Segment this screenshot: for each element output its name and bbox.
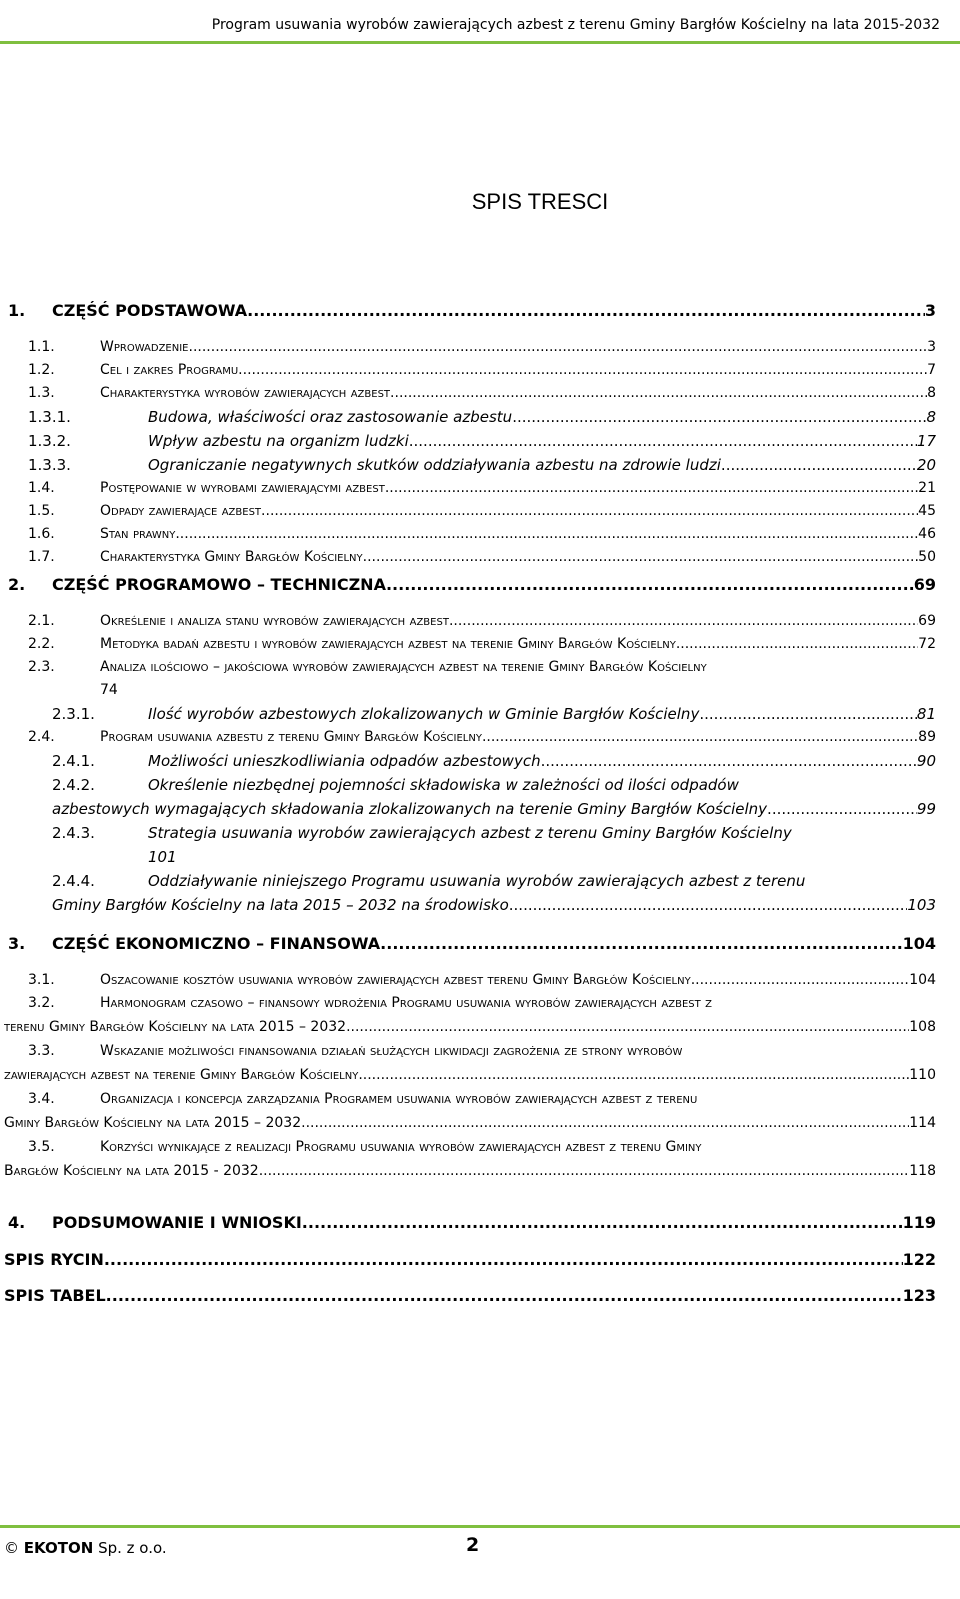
toc-entry-3-1[interactable]: 3.1. Oszacowanie kosztów usuwania wyrobów zawierających azbest terenu Gminy Bargłów Kościelny ..... 104 bbox=[28, 972, 936, 994]
toc-entry-3-4-line1[interactable]: 3.4. Organizacja i koncepcja zarządzania Programem usuwania wyrobów zawierających azbest z terenu bbox=[28, 1091, 698, 1107]
toc-entry-1-1[interactable]: 1.1. Wprowadzenie ..... 3 bbox=[28, 339, 936, 361]
toc-entry-2-4-4-line1[interactable]: 2.4.4. Oddziaływanie niniejszego Programu usuwania wyrobów zawierających azbest z terenu bbox=[52, 872, 806, 890]
page-header bbox=[0, 0, 960, 44]
toc-entry-3-2-line1[interactable]: 3.2. Harmonogram czasowo – finansowy wdrożenia Programu usuwania wyrobów zawierających azbest z bbox=[28, 995, 713, 1011]
toc-entry-2-4-2-line1[interactable]: 2.4.2. Określenie niezbędnej pojemności składowiska w zależności od ilości odpadów bbox=[52, 776, 739, 794]
toc-entry-3-5-line2[interactable]: Bargłów Kościelny na lata 2015 - 2032 ..... 118 bbox=[4, 1163, 936, 1185]
toc-entry-1-3-1[interactable]: 1.3.1. Budowa, właściwości oraz zastosowanie azbestu ..... 8 bbox=[28, 408, 936, 430]
toc-entry-2-4[interactable]: 2.4. Program usuwania azbestu z terenu Gminy Bargłów Kościelny ..... 89 bbox=[28, 729, 936, 751]
toc-entry-2-2[interactable]: 2.2. Metodyka badań azbestu i wyrobów zawierających azbest na terenie Gminy Bargłów Kościelny ..... 72 bbox=[28, 636, 936, 658]
toc-entry-1-6[interactable]: 1.6. Stan prawny ..... 46 bbox=[28, 526, 936, 548]
copyright-symbol: © bbox=[4, 1539, 19, 1557]
toc-title: SPIS TRESCI bbox=[471, 189, 609, 214]
toc-entry-1-5[interactable]: 1.5. Odpady zawierające azbest ..... 45 bbox=[28, 503, 936, 525]
toc-entry-1-2[interactable]: 1.2. Cel i zakres Programu ..... 7 bbox=[28, 362, 936, 384]
toc-entry-3-3-line2[interactable]: zawierających azbest na terenie Gminy Bargłów Kościelny ..... 110 bbox=[4, 1067, 936, 1089]
toc-entry-spis-tabel[interactable]: SPIS TABEL ..... 123 bbox=[4, 1286, 936, 1308]
toc-entry-2-4-4-line2[interactable]: Gminy Bargłów Kościelny na lata 2015 – 2032 na środowisko ..... 103 bbox=[52, 896, 936, 918]
page-number: 2 bbox=[466, 1534, 480, 1556]
toc-entry-2-4-1[interactable]: 2.4.1. Możliwości unieszkodliwiania odpadów azbestowych ..... 90 bbox=[52, 752, 936, 774]
toc-entry-2-3-1[interactable]: 2.3.1. Ilość wyrobów azbestowych zlokalizowanych w Gminie Bargłów Kościelny ..... 81 bbox=[52, 705, 936, 727]
footer-company bbox=[4, 1539, 167, 1557]
toc-entry-4[interactable]: 4. PODSUMOWANIE I WNIOSKI ..... 119 bbox=[8, 1213, 936, 1235]
toc-entry-2[interactable]: 2. CZĘŚĆ PROGRAMOWO – TECHNICZNA ..... 69 bbox=[8, 575, 936, 597]
toc-entry-2-4-3-page: 101 bbox=[148, 848, 177, 866]
toc-entry-2-3-page: 74 bbox=[100, 682, 118, 698]
header-title: Program usuwania wyrobów zawierających azbest z terenu Gminy Bargłów Kościelny na lata 2015-2032 bbox=[211, 17, 940, 33]
toc-entry-2-4-2-line2[interactable]: azbestowych wymagających składowania zlokalizowanych na terenie Gminy Bargłów Kościelny ..... 99 bbox=[52, 800, 936, 822]
toc-entry-2-4-3[interactable]: 2.4.3. Strategia usuwania wyrobów zawierających azbest z terenu Gminy Bargłów Kościelny bbox=[52, 824, 792, 842]
toc-entry-3-4-line2[interactable]: Gminy Bargłów Kościelny na lata 2015 – 2032 ..... 114 bbox=[4, 1115, 936, 1137]
toc-entry-3-3-line1[interactable]: 3.3. Wskazanie możliwości finansowania działań służących likwidacji zagrożenia ze strony wyrobów bbox=[28, 1043, 683, 1059]
toc-entry-1[interactable]: 1. CZĘŚĆ PODSTAWOWA ..... 3 bbox=[8, 301, 936, 323]
toc-entry-3-5-line1[interactable]: 3.5. Korzyści wynikające z realizacji Programu usuwania wyrobów zawierających azbest z terenu Gminy bbox=[28, 1139, 702, 1155]
toc-entry-1-3-2[interactable]: 1.3.2. Wpływ azbestu na organizm ludzki ..... 17 bbox=[28, 432, 936, 454]
toc-entry-1-7[interactable]: 1.7. Charakterystyka Gminy Bargłów Kościelny ..... 50 bbox=[28, 549, 936, 571]
footer-rule bbox=[0, 1525, 960, 1528]
toc-entry-2-3[interactable]: 2.3. Analiza ilościowo – jakościowa wyrobów zawierających azbest na terenie Gminy Bargłów Kościelny bbox=[28, 659, 707, 675]
toc-entry-spis-rycin[interactable]: SPIS RYCIN ..... 122 bbox=[4, 1250, 936, 1272]
company-suffix: Sp. z o.o. bbox=[98, 1539, 167, 1557]
company-name: EKOTON bbox=[23, 1539, 94, 1557]
toc-entry-1-3-3[interactable]: 1.3.3. Ograniczanie negatywnych skutków oddziaływania azbestu na zdrowie ludzi ..... 20 bbox=[28, 456, 936, 478]
toc-entry-2-1[interactable]: 2.1. Określenie i analiza stanu wyrobów zawierających azbest ..... 69 bbox=[28, 613, 936, 635]
header-rule bbox=[0, 41, 960, 44]
toc-entry-3[interactable]: 3. CZĘŚĆ EKONOMICZNO – FINANSOWA ..... 104 bbox=[8, 934, 936, 956]
toc-entry-3-2-line2[interactable]: terenu Gminy Bargłów Kościelny na lata 2015 – 2032 ..... 108 bbox=[4, 1019, 936, 1041]
toc-entry-1-3[interactable]: 1.3. Charakterystyka wyrobów zawierających azbest ..... 8 bbox=[28, 385, 936, 407]
toc-entry-1-4[interactable]: 1.4. Postępowanie w wyrobami zawierającymi azbest ..... 21 bbox=[28, 480, 936, 502]
